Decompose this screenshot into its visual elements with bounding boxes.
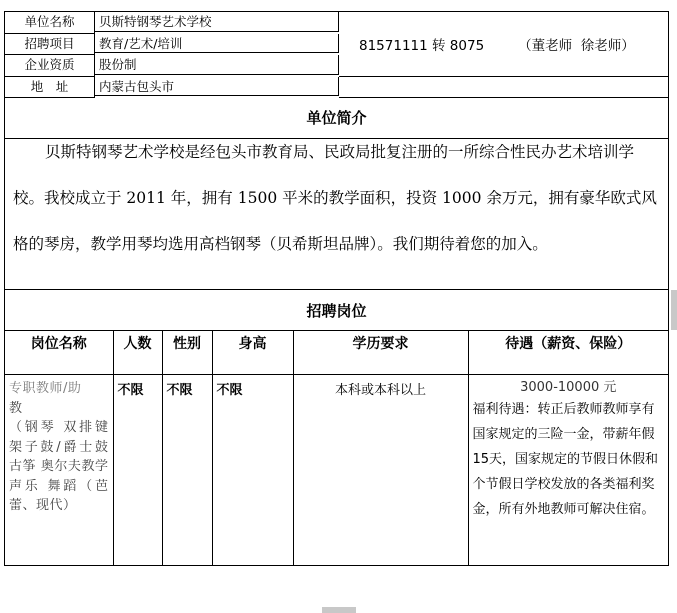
- contact-cell: [339, 12, 668, 77]
- job-position-title: 专职教师/助: [9, 381, 82, 396]
- job-height: 不限: [212, 375, 293, 565]
- jobs-table: [5, 331, 668, 565]
- job-position-cell: [5, 375, 113, 565]
- header-position: 岗位名称: [5, 331, 113, 375]
- company-info-grid: [5, 12, 668, 98]
- table-row: [5, 375, 668, 565]
- contact-persons: （董老师 徐老师）: [518, 37, 635, 54]
- value-recruit-project: 教育/艺术/培训: [95, 34, 339, 54]
- scan-edge-bottom: [322, 607, 356, 613]
- job-education: 本科或本科以上: [293, 375, 468, 565]
- job-position-detail: 教 （钢琴 双排键 架子鼓/爵士鼓 古筝 奥尔夫教学 声乐 舞蹈（芭蕾、现代）: [9, 400, 109, 513]
- job-count: 不限: [113, 375, 162, 565]
- header-education: 学历要求: [293, 331, 468, 375]
- header-benefits: 待遇（薪资、保险）: [468, 331, 668, 375]
- label-company-name: 单位名称: [5, 12, 95, 34]
- header-gender: 性别: [162, 331, 212, 375]
- recruit-title: 招聘岗位: [5, 290, 668, 331]
- value-qualification: 股份制: [95, 55, 339, 75]
- scan-edge-right: [671, 290, 677, 330]
- recruitment-sheet: [4, 11, 669, 566]
- address-row-filler: [339, 77, 668, 99]
- job-benefit-text: 福利待遇：转正后教师教师享有国家规定的三险一金，带薪年假15天，国家规定的节假日休假和个节假日学校发放的各类福利奖金，所有外地教师可解决住宿。: [472, 402, 659, 517]
- intro-text: 贝斯特钢琴艺术学校是经包头市教育局、民政局批复注册的一所综合性民办艺术培训学校。我校成立于 2011 年，拥有 1500 平米的教学面积，投资 1000 余万元，拥有豪华欧式风格的琴房，教学用琴均选用高档钢琴（贝希斯坦品牌）。我们期待着您的加入。: [5, 129, 668, 290]
- header-height: 身高: [212, 331, 293, 375]
- job-benefits-cell: [468, 375, 668, 565]
- header-count: 人数: [113, 331, 162, 375]
- value-company-name: 贝斯特钢琴艺术学校: [95, 12, 339, 32]
- job-salary: 3000-10000 元: [520, 380, 617, 395]
- job-gender: 不限: [162, 375, 212, 565]
- contact-phone: 81571111 转 8075: [359, 37, 485, 54]
- label-recruit-project: 招聘项目: [5, 34, 95, 56]
- label-qualification: 企业资质: [5, 55, 95, 77]
- label-address: 地 址: [5, 77, 95, 99]
- jobs-header-row: [5, 331, 668, 375]
- value-address: 内蒙古包头市: [95, 77, 339, 97]
- intro-title: 单位简介: [5, 98, 668, 139]
